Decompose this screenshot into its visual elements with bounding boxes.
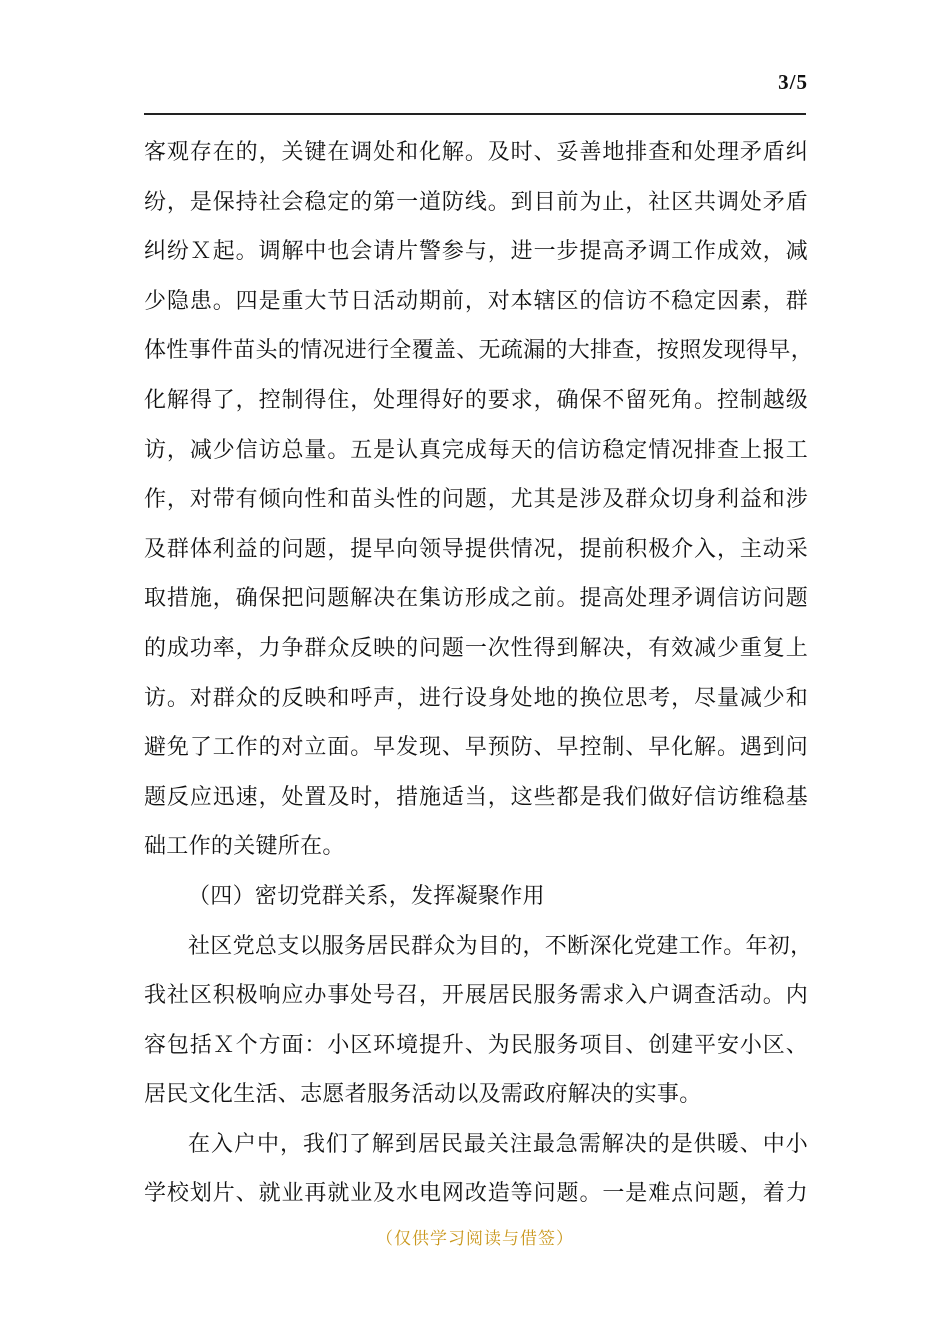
text-line: 的成功率，力争群众反映的问题一次性得到解决，有效减少重复上: [144, 635, 808, 661]
document-body: [144, 128, 814, 1219]
text-line: 客观存在的，关键在调处和化解。及时、妥善地排查和处理矛盾纠: [144, 140, 808, 165]
text-line: 少隐患。四是重大节日活动期前，对本辖区的信访不稳定因素，群: [144, 288, 808, 314]
section-heading: （四）密切党群关系，发挥凝聚作用: [188, 883, 545, 909]
text-line: 取措施，确保把问题解决在集访形成之前。提高处理矛调信访问题: [144, 586, 808, 612]
text-line: 居民文化生活、志愿者服务活动以及需政府解决的实事。: [144, 1082, 702, 1108]
text-line: 容包括Ｘ个方面：小区环境提升、为民服务项目、创建平安小区、: [144, 1032, 808, 1058]
text-line: 题反应迅速，处置及时，措施适当，这些都是我们做好信访维稳基: [144, 784, 808, 810]
text-line: 纷，是保持社会稳定的第一道防线。到目前为止，社区共调处矛盾: [144, 189, 808, 215]
text-line: 作，对带有倾向性和苗头性的问题，尤其是涉及群众切身利益和涉: [144, 487, 808, 513]
text-line: 及群体利益的问题，提早向领导提供情况，提前积极介入，主动采: [144, 536, 808, 562]
text-line: 访。对群众的反映和呼声，进行设身处地的换位思考，尽量减少和: [144, 685, 808, 711]
text-line: 体性事件苗头的情况进行全覆盖、无疏漏的大排查，按照发现得早，: [144, 338, 814, 364]
text-line: 纠纷Ｘ起。调解中也会请片警参与，进一步提高矛调工作成效，减: [144, 239, 808, 265]
text-line: 社区党总支以服务居民群众为目的，不断深化党建工作。年初，: [188, 933, 813, 959]
text-line: 我社区积极响应办事处号召，开展居民服务需求入户调查活动。内: [144, 983, 808, 1009]
text-line: 化解得了，控制得住，处理得好的要求，确保不留死角。控制越级: [144, 387, 808, 413]
text-line: 学校划片、就业再就业及水电网改造等问题。一是难点问题，着力: [144, 1181, 808, 1207]
header-divider: [144, 113, 806, 115]
text-line: 础工作的关键所在。: [144, 834, 345, 860]
text-line: 在入户中，我们了解到居民最关注最急需解决的是供暖、中小: [188, 1131, 808, 1157]
text-line: 访，减少信访总量。五是认真完成每天的信访稳定情况排查上报工: [144, 437, 808, 463]
page-number: 3/5: [778, 70, 808, 94]
text-line: 避免了工作的对立面。早发现、早预防、早控制、早化解。遇到问: [144, 735, 808, 761]
footer-note: （仅供学习阅读与借签）: [376, 1229, 574, 1249]
